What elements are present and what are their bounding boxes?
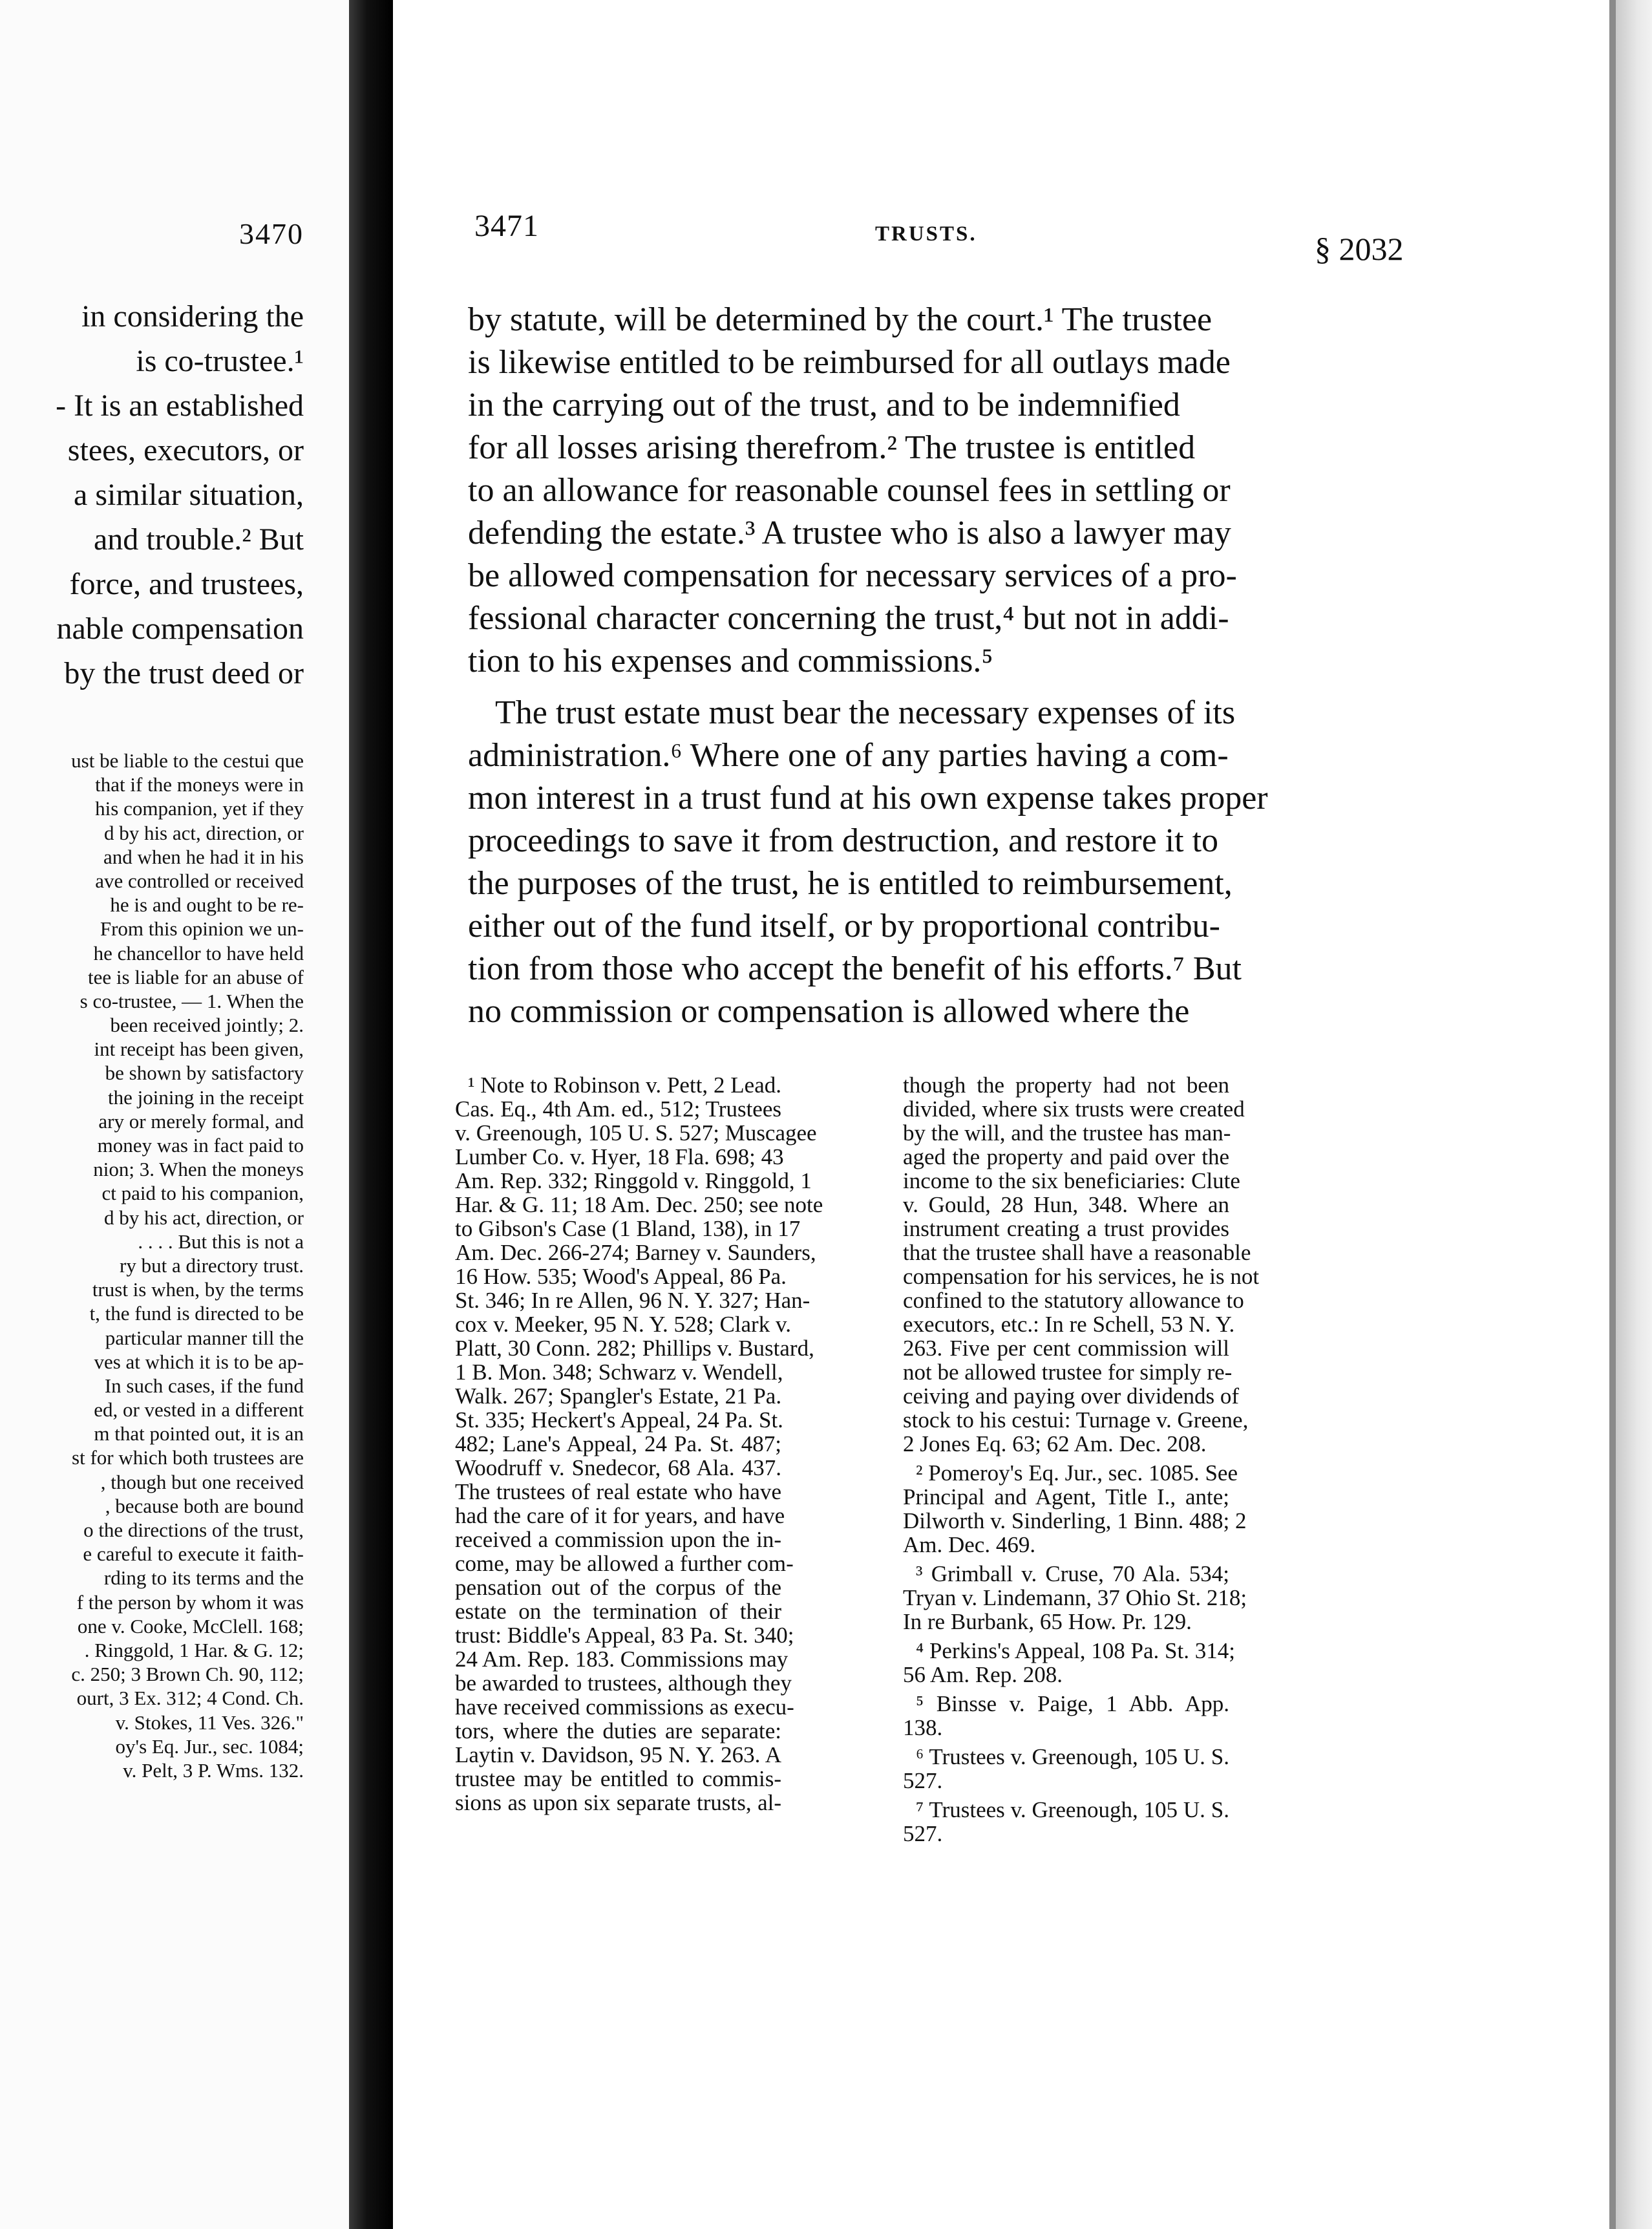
- footnote-line: trust: Biddle's Appeal, 83 Pa. St. 340;: [455, 1623, 794, 1648]
- left-note-line: one v. Cooke, McClell. 168;: [77, 1614, 304, 1637]
- footnote-line: not be allowed trustee for simply re-: [903, 1360, 1233, 1385]
- footnote-line: 527.: [903, 1821, 943, 1846]
- left-note-line: v. Pelt, 3 P. Wms. 132.: [123, 1758, 304, 1782]
- footnote-line: ⁴ Perkins's Appeal, 108 Pa. St. 314;: [916, 1638, 1235, 1663]
- footnote-line: Cas. Eq., 4th Am. ed., 512; Trustees: [455, 1096, 781, 1122]
- left-note-line: that if the moneys were in: [95, 773, 304, 796]
- left-note-line: int receipt has been given,: [94, 1038, 304, 1061]
- body-line: be allowed compensation for necessary services of a pro-: [468, 557, 1237, 594]
- book-spine-shadow: [349, 0, 393, 2229]
- footnote-line: stock to his cestui: Turnage v. Greene,: [903, 1407, 1249, 1433]
- footnote-line: ¹ Note to Robinson v. Pett, 2 Lead.: [468, 1072, 781, 1098]
- footnote-line: Platt, 30 Conn. 282; Phillips v. Bustard,: [455, 1336, 814, 1361]
- running-header: [397, 204, 1609, 267]
- left-note-line: st for which both trustees are: [72, 1446, 304, 1469]
- left-note-line: ed, or vested in a different: [94, 1398, 304, 1422]
- footnote-line: sions as upon six separate trusts, al-: [455, 1790, 781, 1815]
- left-note-line: the joining in the receipt: [107, 1085, 304, 1109]
- left-note-line: ry but a directory trust.: [120, 1253, 304, 1277]
- left-note-line: particular manner till the: [105, 1326, 304, 1349]
- left-note-line: nion; 3. When the moneys: [93, 1158, 304, 1181]
- body-line: mon interest in a trust fund at his own expense takes proper: [468, 780, 1268, 816]
- footnote-line: Walk. 267; Spangler's Estate, 21 Pa.: [455, 1383, 782, 1409]
- footnote-line: pensation out of the corpus of the: [455, 1575, 781, 1600]
- body-line: administration.⁶ Where one of any parties having a com-: [468, 737, 1229, 774]
- left-note-line: and when he had it in his: [103, 845, 304, 868]
- left-note-line: v. Stokes, 11 Ves. 326.": [115, 1711, 304, 1734]
- footnote-line: Am. Rep. 332; Ringgold v. Ringgold, 1: [455, 1168, 812, 1193]
- footnote-line: ceiving and paying over dividends of: [903, 1383, 1240, 1409]
- footnote-line: Har. & G. 11; 18 Am. Dec. 250; see note: [455, 1192, 823, 1217]
- body-line: tion from those who accept the benefit of his efforts.⁷ But: [468, 950, 1242, 987]
- section-number: § 2032: [1315, 231, 1404, 267]
- left-note-line: his companion, yet if they: [95, 797, 304, 820]
- footnote-line: Principal and Agent, Title I., ante;: [903, 1484, 1229, 1509]
- left-note-line: tee is liable for an abuse of: [88, 965, 304, 988]
- left-note-line: trust is when, by the terms: [92, 1278, 304, 1301]
- left-page-number: 3470: [239, 217, 304, 250]
- footnotes-right-column: [903, 1072, 1260, 1846]
- footnote-line: 482; Lane's Appeal, 24 Pa. St. 487;: [455, 1431, 781, 1456]
- left-note-line: m that pointed out, it is an: [94, 1422, 304, 1445]
- left-body-line: force, and trustees,: [69, 567, 304, 601]
- left-note-line: money was in fact paid to: [97, 1134, 304, 1157]
- left-body-line: stees, executors, or: [67, 433, 304, 467]
- left-note-line: oy's Eq. Jur., sec. 1084;: [115, 1734, 304, 1758]
- left-note-line: e careful to execute it faith-: [83, 1542, 304, 1566]
- footnote-line: The trustees of real estate who have: [455, 1479, 781, 1504]
- left-note-line: , though but one received: [100, 1470, 304, 1493]
- footnote-line: be awarded to trustees, although they: [455, 1670, 792, 1696]
- footnote-line: instrument creating a trust provides: [903, 1216, 1229, 1241]
- footnote-line: compensation for his services, he is not: [903, 1264, 1260, 1289]
- footnote-line: 1 B. Mon. 348; Schwarz v. Wendell,: [455, 1360, 783, 1385]
- footnote-line: had the care of it for years, and have: [455, 1503, 785, 1528]
- left-note-line: d by his act, direction, or: [103, 1206, 304, 1229]
- footnote-line: though the property had not been: [903, 1072, 1229, 1098]
- footnote-line: cox v. Meeker, 95 N. Y. 528; Clark v.: [455, 1312, 791, 1337]
- footnote-line: income to the six beneficiaries: Clute: [903, 1168, 1240, 1193]
- body-line: the purposes of the trust, he is entitled to reimbursement,: [468, 865, 1233, 902]
- footnote-line: ⁶ Trustees v. Greenough, 105 U. S.: [916, 1744, 1229, 1769]
- left-page-footnotes: [0, 749, 304, 1782]
- right-page: [397, 0, 1609, 2229]
- left-note-line: he chancellor to have held: [93, 941, 304, 965]
- paragraph-2: [468, 692, 1268, 1033]
- footnote-line: 16 How. 535; Wood's Appeal, 86 Pa.: [455, 1264, 787, 1289]
- footnote-line: come, may be allowed a further com-: [455, 1551, 794, 1576]
- footnote-line: 24 Am. Rep. 183. Commissions may: [455, 1647, 789, 1672]
- body-line: either out of the fund itself, or by proportional contribu-: [468, 908, 1220, 944]
- footnote-line: have received commissions as execu-: [455, 1694, 794, 1720]
- body-line: proceedings to save it from destruction, and restore it to: [468, 822, 1219, 859]
- left-body-line: a similar situation,: [74, 478, 304, 512]
- footnote-line: 527.: [903, 1768, 943, 1793]
- footnote-line: received a commission upon the in-: [455, 1527, 781, 1552]
- left-page-fragment: [0, 0, 362, 2229]
- body-line: to an allowance for reasonable counsel fees in settling or: [468, 472, 1231, 509]
- left-body-line: - It is an established: [56, 389, 304, 423]
- left-body-line: in considering the: [81, 299, 304, 334]
- body-line: fessional character concerning the trust,⁴ but not in addi-: [468, 600, 1229, 637]
- footnote-line: executors, etc.: In re Schell, 53 N. Y.: [903, 1312, 1235, 1337]
- left-note-line: rding to its terms and the: [103, 1566, 304, 1590]
- main-text: [468, 299, 1268, 1033]
- footnote-line: by the will, and the trustee has man-: [903, 1120, 1231, 1146]
- page-number: 3471: [474, 209, 539, 243]
- body-line: for all losses arising therefrom.² The trustee is entitled: [468, 429, 1196, 466]
- left-note-line: From this opinion we un-: [100, 917, 304, 941]
- body-line: tion to his expenses and commissions.⁵: [468, 643, 993, 679]
- footnote-line: In re Burbank, 65 How. Pr. 129.: [903, 1609, 1192, 1634]
- footnote-line: 138.: [903, 1715, 943, 1740]
- left-page-body-text: [0, 294, 304, 696]
- footnote-line: divided, where six trusts were created: [903, 1096, 1245, 1122]
- footnote-line: ³ Grimball v. Cruse, 70 Ala. 534;: [916, 1561, 1229, 1586]
- footnote-line: Tryan v. Lindemann, 37 Ohio St. 218;: [903, 1585, 1247, 1610]
- paragraph-1: [468, 299, 1237, 683]
- footnote-line: that the trustee shall have a reasonable: [903, 1240, 1251, 1265]
- footnote-line: 2 Jones Eq. 63; 62 Am. Dec. 208.: [903, 1431, 1207, 1456]
- footnote-line: Dilworth v. Sinderling, 1 Binn. 488; 2: [903, 1508, 1247, 1533]
- left-body-line: nable compensation: [56, 612, 304, 646]
- left-note-line: ourt, 3 Ex. 312; 4 Cond. Ch.: [76, 1687, 304, 1710]
- footnote-line: St. 335; Heckert's Appeal, 24 Pa. St.: [455, 1407, 783, 1433]
- footnote-line: Woodruff v. Snedecor, 68 Ala. 437.: [455, 1455, 781, 1480]
- left-body-line: by the trust deed or: [64, 656, 304, 690]
- running-title: TRUSTS.: [875, 222, 977, 246]
- footnote-line: ⁵ Binsse v. Paige, 1 Abb. App.: [916, 1691, 1229, 1716]
- left-note-line: be shown by satisfactory: [105, 1061, 304, 1085]
- body-line: by statute, will be determined by the court.¹ The trustee: [468, 301, 1213, 338]
- left-note-line: ust be liable to the cestui que: [71, 749, 304, 772]
- left-note-line: he is and ought to be re-: [110, 893, 304, 917]
- left-body-line: is co-trustee.¹: [136, 344, 304, 378]
- footnote-line: St. 346; In re Allen, 96 N. Y. 327; Han-: [455, 1288, 810, 1313]
- left-note-line: . Ringgold, 1 Har. & G. 12;: [84, 1638, 304, 1661]
- left-note-line: f the person by whom it was: [76, 1590, 304, 1614]
- body-line: is likewise entitled to be reimbursed for all outlays made: [468, 344, 1231, 381]
- footnote-line: trustee may be entitled to commis-: [455, 1766, 781, 1791]
- left-note-line: d by his act, direction, or: [103, 821, 304, 844]
- footnote-line: aged the property and paid over the: [903, 1144, 1229, 1169]
- body-line: defending the estate.³ A trustee who is also a lawyer may: [468, 515, 1231, 551]
- footnote-line: 56 Am. Rep. 208.: [903, 1662, 1063, 1687]
- body-line: no commission or compensation is allowed where the: [468, 993, 1190, 1030]
- footnote-line: to Gibson's Case (1 Bland, 138), in 17: [455, 1216, 801, 1241]
- page-edge-shadow: [1609, 0, 1616, 2229]
- footnote-line: estate on the termination of their: [455, 1599, 781, 1624]
- footnote-line: Laytin v. Davidson, 95 N. Y. 263. A: [455, 1742, 781, 1767]
- left-body-line: and trouble.² But: [93, 522, 304, 557]
- left-note-line: o the directions of the trust,: [83, 1519, 304, 1541]
- footnote-line: Am. Dec. 266-274; Barney v. Saunders,: [455, 1240, 816, 1265]
- left-note-line: ary or merely formal, and: [98, 1109, 304, 1133]
- footnote-line: tors, where the duties are separate:: [455, 1718, 781, 1744]
- left-note-line: ct paid to his companion,: [101, 1182, 304, 1205]
- footnote-line: Lumber Co. v. Hyer, 18 Fla. 698; 43: [455, 1144, 784, 1169]
- left-note-line: , because both are bound: [105, 1494, 304, 1517]
- left-note-line: been received jointly; 2.: [110, 1014, 304, 1037]
- footnote-line: ² Pomeroy's Eq. Jur., sec. 1085. See: [916, 1460, 1238, 1486]
- left-note-line: ves at which it is to be ap-: [94, 1350, 304, 1373]
- footnotes-left-column: [455, 1072, 823, 1815]
- footnote-line: confined to the statutory allowance to: [903, 1288, 1244, 1313]
- page-edge: [1616, 0, 1652, 2229]
- left-note-line: In such cases, if the fund: [104, 1374, 304, 1397]
- left-note-line: ave controlled or received: [95, 869, 304, 892]
- footnote-line: 263. Five per cent commission will: [903, 1336, 1229, 1361]
- footnote-line: v. Greenough, 105 U. S. 527; Muscagee: [455, 1120, 817, 1146]
- body-line: The trust estate must bear the necessary expenses of its: [495, 694, 1236, 731]
- left-note-line: c. 250; 3 Brown Ch. 90, 112;: [71, 1663, 304, 1686]
- left-note-line: . . . . But this is not a: [138, 1230, 304, 1253]
- body-line: in the carrying out of the trust, and to be indemnified: [468, 387, 1180, 423]
- footnote-line: v. Gould, 28 Hun, 348. Where an: [903, 1192, 1229, 1217]
- left-note-line: t, the fund is directed to be: [89, 1302, 304, 1325]
- footnote-line: Am. Dec. 469.: [903, 1532, 1036, 1557]
- left-note-line: s co-trustee, — 1. When the: [79, 989, 304, 1012]
- footnote-line: ⁷ Trustees v. Greenough, 105 U. S.: [916, 1797, 1229, 1822]
